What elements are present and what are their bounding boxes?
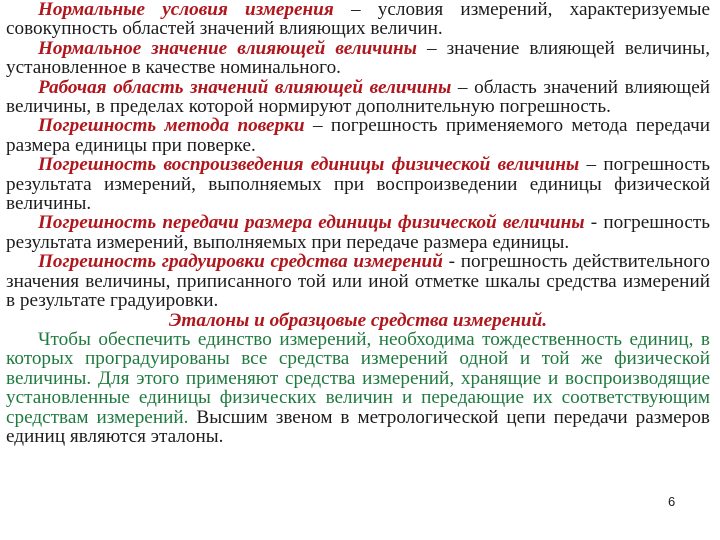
definition-term: Погрешность передачи размера единицы физической величины — [38, 212, 585, 234]
definition-term: Нормальные условия измерения — [38, 0, 334, 20]
definition-term: Погрешность метода поверки — [38, 115, 305, 137]
definition-paragraph — [6, 116, 710, 155]
definition-text: - погрешность результата измерений, выполняемых при передаче размера единицы. — [6, 212, 710, 253]
definition-term: Рабочая область значений влияющей величины — [38, 76, 452, 98]
section-heading — [6, 311, 710, 330]
definition-text: – погрешность применяемого метода передачи размера единицы при поверке. — [6, 115, 710, 156]
definition-paragraph — [6, 0, 710, 39]
definition-text: - погрешность действительного значения величины, приписанного той или иной отметке шкалы средства измерений в результате градуировки. — [6, 251, 710, 312]
definition-paragraph — [6, 39, 710, 78]
definition-text: – значение влияющей величины, установленное в качестве номинального. — [6, 37, 710, 79]
text-block — [6, 0, 710, 446]
definition-text: – погрешность результата измерений, выполняемых при воспроизведении единицы физической величины. — [6, 154, 711, 215]
definition-term: Погрешность градуировки средства измерений — [38, 251, 443, 273]
page-number: 6 — [668, 494, 676, 509]
final-paragraph-dark-text: Высшим звеном в метрологической цепи передачи размеров единиц являются эталоны. — [6, 406, 710, 447]
definition-text: – область значений влияющей величины, в пределах которой нормируют дополнительную погрешность. — [6, 76, 710, 118]
section-heading-text: Эталоны и образцовые средства измерений. — [168, 309, 548, 331]
definition-term: Погрешность воспроизведения единицы физической величины — [38, 154, 580, 176]
definition-paragraph — [6, 155, 710, 213]
definition-paragraph — [6, 213, 710, 252]
definition-term: Нормальное значение влияющей величины — [38, 37, 417, 59]
definition-text: – условия измерений, характеризуемые совокупность областей значений влияющих величин. — [6, 0, 710, 40]
definition-paragraph — [6, 78, 710, 117]
final-paragraph — [6, 330, 710, 446]
definition-paragraph — [6, 252, 710, 310]
final-paragraph-green-text: Чтобы обеспечить единство измерений, необходима тождественность единиц, в которых проградуированы все средства измерений одной и той же физической величины. Для этого применяют средства измерений, хранящие и воспроизводящие установленные единицы физических величин и передающие их соответствующим средствам измерений. — [6, 328, 710, 428]
